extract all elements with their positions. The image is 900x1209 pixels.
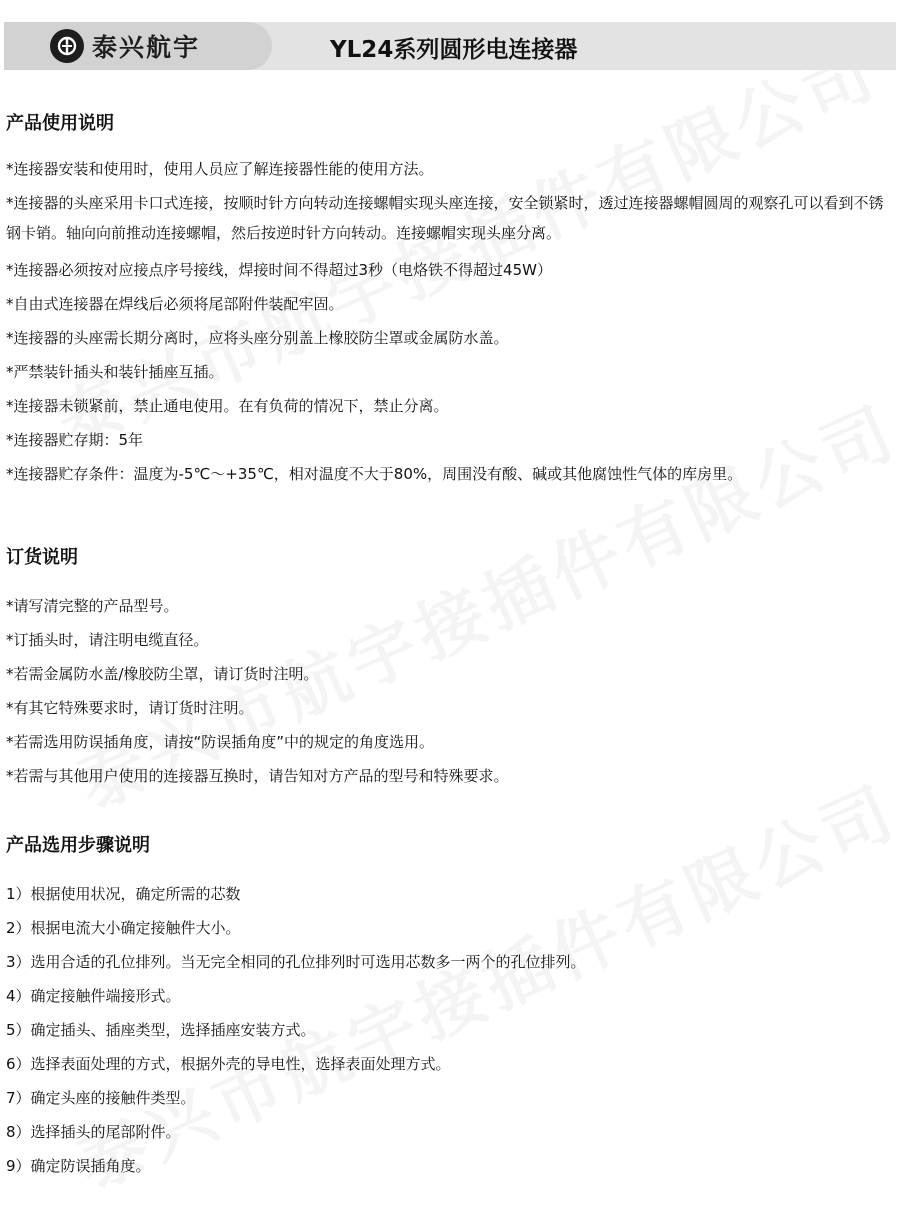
- list-item: *若需与其他用户使用的连接器互换时，请告知对方产品的型号和特殊要求。: [6, 767, 509, 785]
- list-item: *有其它特殊要求时，请订货时注明。: [6, 699, 254, 717]
- list-item: *请写清完整的产品型号。: [6, 597, 179, 615]
- list-item: *若需选用防误插角度，请按“防误插角度”中的规定的角度选用。: [6, 733, 435, 751]
- list-item: 5）确定插头、插座类型，选择插座安装方式。: [6, 1021, 316, 1039]
- brand-name: 泰兴航宇: [92, 33, 201, 62]
- list-item: *连接器贮存条件：温度为-5℃～+35℃，相对温度不大于80%，周围没有酸、碱或其他腐蚀性气体的库房里。: [6, 465, 743, 483]
- list-item: 2）根据电流大小确定接触件大小。: [6, 919, 241, 937]
- list-item: 3）选用合适的孔位排列。当无完全相同的孔位排列时可选用芯数多一两个的孔位排列。: [6, 953, 586, 971]
- list-item: *连接器必须按对应接点序号接线，焊接时间不得超过3秒（电烙铁不得超过45W）: [6, 261, 552, 279]
- section-heading: 订货说明: [6, 547, 78, 568]
- list-item: *订插头时，请注明电缆直径。: [6, 631, 209, 649]
- list-item: *严禁装针插头和装针插座互插。: [6, 363, 224, 381]
- list-item: 4）确定接触件端接形式。: [6, 987, 181, 1005]
- page-header: [4, 22, 896, 70]
- list-item: *连接器贮存期：5年: [6, 431, 144, 449]
- list-item: *连接器未锁紧前，禁止通电使用。在有负荷的情况下，禁止分离。: [6, 397, 449, 415]
- list-item: *若需金属防水盖/橡胶防尘罩，请订货时注明。: [6, 665, 319, 683]
- list-item: 9）确定防误插角度。: [6, 1157, 151, 1175]
- ordering-section: [6, 546, 894, 788]
- list-item: *连接器的头座需长期分离时，应将头座分别盖上橡胶防尘罩或金属防水盖。: [6, 329, 509, 347]
- list-item: 1）根据使用状况，确定所需的芯数: [6, 885, 241, 903]
- list-item: *自由式连接器在焊线后必须将尾部附件装配牢固。: [6, 295, 344, 313]
- selection-section: [6, 834, 894, 1178]
- brand-logo: [4, 22, 272, 70]
- document-title: YL24系列圆形电连接器: [330, 37, 578, 63]
- list-item: 8）选择插头的尾部附件。: [6, 1123, 181, 1141]
- section-heading: 产品选用步骤说明: [6, 835, 150, 856]
- brand-emblem-icon: [50, 29, 84, 63]
- list-item: *连接器的头座采用卡口式连接，按顺时针方向转动连接螺帽实现头座连接，安全锁紧时，透过连接器螺帽圆周的观察孔可以看到不锈钢卡销。轴向向前推动连接螺帽，然后按逆时针方向转动。连接螺帽实现头座分离。: [6, 194, 884, 242]
- section-heading: 产品使用说明: [6, 113, 114, 134]
- list-item: 7）确定头座的接触件类型。: [6, 1089, 196, 1107]
- list-item: *连接器安装和使用时，使用人员应了解连接器性能的使用方法。: [6, 160, 434, 178]
- list-item: 6）选择表面处理的方式，根据外壳的导电性，选择表面处理方式。: [6, 1055, 451, 1073]
- usage-section: [6, 112, 894, 486]
